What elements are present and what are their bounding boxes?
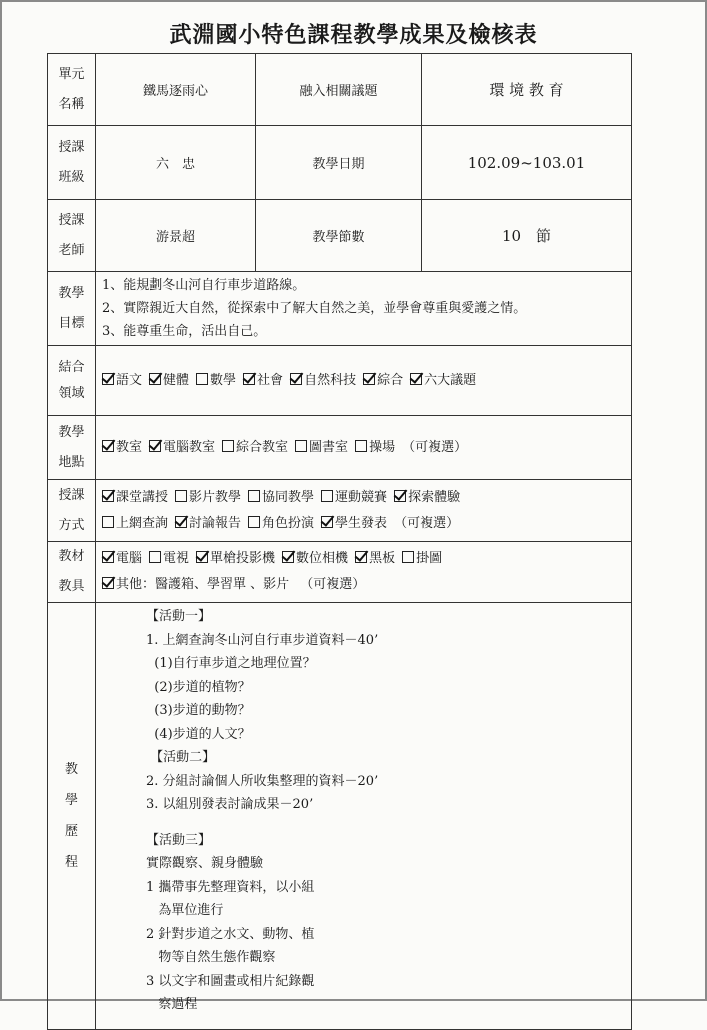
domains-label: 結合 領域 (48, 346, 96, 416)
teacher-label: 授課 老師 (48, 200, 96, 272)
checkbox-icon (149, 440, 161, 452)
checkbox-label: 電腦 (116, 551, 143, 566)
history-line: (3)步道的動物？ (146, 703, 251, 718)
goal-item: 1、能規劃冬山河自行車步道路線。 (102, 278, 306, 293)
checkbox-option[interactable] (248, 485, 314, 511)
checkbox-option[interactable] (355, 546, 395, 572)
checkbox-icon (102, 440, 114, 452)
checkbox-icon (363, 373, 375, 385)
periods-label: 教學節數 (256, 200, 422, 272)
checkbox-option[interactable] (196, 546, 275, 572)
checkbox-icon (222, 440, 234, 452)
checkbox-label: 協同教學 (262, 489, 315, 505)
history-line: 2. 分組討論個人所收集整理的資料－20’ (146, 773, 379, 789)
checkbox-label: 數學 (210, 372, 237, 388)
method-row (48, 480, 632, 542)
unit-name: 鐵馬逐雨心 (96, 54, 256, 126)
checkbox-option[interactable] (102, 433, 142, 463)
checkbox-icon (290, 373, 302, 385)
checkbox-icon (196, 551, 208, 563)
periods-value: 10 節 (422, 200, 632, 272)
checkbox-label: 健體 (163, 372, 190, 388)
checkbox-icon (248, 516, 260, 528)
method-checkbox-list-1 (102, 485, 625, 511)
checkbox-label: 掛圖 (416, 551, 443, 566)
location-label: 教學 地點 (48, 416, 96, 480)
checkbox-label: 電腦教室 (163, 439, 216, 455)
checkbox-option[interactable] (149, 366, 189, 396)
checkbox-label: 單槍投影機 (210, 551, 276, 566)
materials-label: 教材 教具 (48, 542, 96, 603)
checkbox-label: 六大議題 (424, 372, 477, 388)
history-line: 2 針對步道之水文、動物、植 (146, 926, 315, 942)
location-options (96, 416, 632, 480)
checkbox-label: 課堂講授 (116, 489, 169, 505)
materials-other-checkbox[interactable]: 其他：醫護箱、學習單 、影片 (102, 572, 289, 598)
materials-row (48, 542, 632, 603)
history-line: (1)自行車步道之地理位置？ (146, 656, 316, 671)
history-line: 【活動一】 (146, 609, 212, 624)
checkbox-icon (149, 551, 161, 563)
domains-options (96, 346, 632, 416)
checkbox-option[interactable] (196, 366, 236, 396)
teacher-row (48, 200, 632, 272)
topic-value: 環 境 教 育 (422, 54, 632, 126)
checkbox-icon (196, 373, 208, 385)
checkbox-option[interactable] (149, 433, 215, 463)
checkbox-icon (248, 490, 260, 502)
checkbox-option[interactable] (402, 546, 442, 572)
checkbox-option[interactable] (295, 433, 348, 463)
domains-checkbox-list (102, 366, 625, 396)
checkbox-option[interactable] (290, 366, 356, 396)
goal-item: 3、能尊重生命，活出自己。 (102, 324, 267, 339)
method-checkbox-list-2 (102, 511, 625, 537)
checkbox-label: 探索體驗 (408, 489, 461, 505)
checkbox-label: 教室 (116, 439, 143, 455)
checkbox-icon (321, 490, 333, 502)
checkbox-label: 綜合 (377, 372, 404, 388)
method-note: （可複選） (394, 515, 460, 531)
topic-label: 融入相關議題 (256, 54, 422, 126)
materials-options (96, 542, 632, 603)
domains-row (48, 346, 632, 416)
checkbox-icon (149, 373, 161, 385)
materials-other (102, 572, 625, 598)
checkbox-label: 黑板 (369, 551, 396, 566)
goals-label: 教學 目標 (48, 272, 96, 346)
teacher-value: 游景超 (96, 200, 256, 272)
checkbox-icon (282, 551, 294, 563)
checkbox-option[interactable] (321, 485, 387, 511)
method-options (96, 480, 632, 542)
method-label: 授課 方式 (48, 480, 96, 542)
checkbox-label: 數位相機 (296, 551, 349, 566)
goals-row (48, 272, 632, 346)
checkbox-icon (175, 516, 187, 528)
history-content (96, 603, 632, 1030)
checkbox-option[interactable] (243, 366, 283, 396)
checklist-table (47, 53, 632, 1030)
form-title: 武淵國小特色課程教學成果及檢核表 (169, 22, 538, 48)
checkbox-icon (102, 516, 114, 528)
checkbox-option[interactable] (149, 546, 189, 572)
unit-row (48, 54, 632, 126)
checkbox-option[interactable] (321, 511, 387, 537)
history-line: 1. 上網查詢冬山河自行車步道資料－40’ (146, 632, 379, 648)
checkbox-label: 上網查詢 (116, 515, 169, 531)
class-label: 授課 班級 (48, 126, 96, 200)
checkbox-icon (102, 373, 114, 385)
checkbox-icon (402, 551, 414, 563)
checkbox-icon (410, 373, 422, 385)
checkbox-label: 學生發表 (335, 515, 388, 531)
history-line: 【活動三】 (146, 832, 212, 848)
goals-list (96, 272, 632, 346)
checkbox-icon (243, 373, 255, 385)
checkbox-label: 綜合教室 (236, 439, 289, 455)
class-row (48, 126, 632, 200)
checkbox-option[interactable] (394, 485, 460, 511)
class-value: 六 忠 (96, 126, 256, 200)
checkbox-icon (102, 551, 114, 563)
checkbox-option[interactable] (248, 511, 314, 537)
location-row (48, 416, 632, 480)
date-label: 教學日期 (256, 126, 422, 200)
checkbox-label: 自然科技 (304, 372, 357, 388)
history-line: 【活動二】 (146, 750, 216, 765)
checkbox-option[interactable] (222, 433, 288, 463)
checkbox-icon (321, 516, 333, 528)
checkbox-label: 運動競賽 (335, 489, 388, 505)
history-label: 教 學 歷 程 (48, 603, 96, 1030)
history-line: 實際觀察、親身體驗 (146, 856, 264, 871)
history-line: 3. 以組別發表討論成果－20’ (146, 797, 314, 812)
checkbox-option[interactable] (355, 433, 395, 463)
date-value: 102.09~103.01 (422, 126, 632, 200)
checkbox-label: 操場 (369, 439, 396, 455)
materials-checkbox-list (102, 546, 625, 572)
history-line (146, 817, 625, 829)
materials-note: （可複選） (300, 577, 366, 592)
checkbox-icon (394, 490, 406, 502)
checkbox-option[interactable] (102, 366, 142, 396)
checkbox-label: 影片教學 (189, 489, 242, 505)
checkbox-icon (295, 440, 307, 452)
history-line: 1 攜帶事先整理資料，以小組 (146, 879, 315, 895)
location-note: （可複選） (402, 439, 468, 455)
history-line: 3 以文字和圖畫或相片紀錄觀 (146, 973, 315, 989)
checkbox-option[interactable] (102, 511, 168, 537)
checkbox-option[interactable] (102, 546, 142, 572)
checkbox-option[interactable] (363, 366, 403, 396)
checkbox-label: 角色扮演 (262, 515, 315, 531)
checkbox-icon (102, 490, 114, 502)
location-checkbox-list (102, 440, 402, 455)
checkbox-icon (175, 490, 187, 502)
checkbox-icon (355, 440, 367, 452)
checkbox-label: 電視 (163, 551, 190, 566)
checkbox-label: 語文 (116, 372, 143, 388)
checkbox-icon (355, 551, 367, 563)
unit-label: 單元 名稱 (48, 54, 96, 126)
checkbox-option[interactable] (282, 546, 348, 572)
checkbox-option[interactable] (102, 485, 168, 511)
history-row (48, 603, 632, 1030)
history-line: 察過程 (146, 997, 198, 1012)
checkbox-option[interactable] (175, 485, 241, 511)
checkbox-option[interactable] (410, 366, 476, 396)
history-line: 為單位進行 (146, 903, 224, 918)
checkbox-label: 社會 (257, 372, 284, 388)
history-line: (2)步道的植物？ (146, 679, 251, 695)
history-line: (4)步道的人文？ (146, 726, 251, 742)
checkbox-icon (102, 577, 114, 589)
checkbox-option[interactable] (175, 511, 241, 537)
goal-item: 2、實際親近大自然，從探索中了解大自然之美，並學會尊重與愛護之情。 (102, 301, 527, 316)
checkbox-label: 圖書室 (309, 439, 349, 455)
history-line: 物等自然生態作觀察 (146, 950, 276, 965)
checkbox-label: 討論報告 (189, 515, 242, 531)
